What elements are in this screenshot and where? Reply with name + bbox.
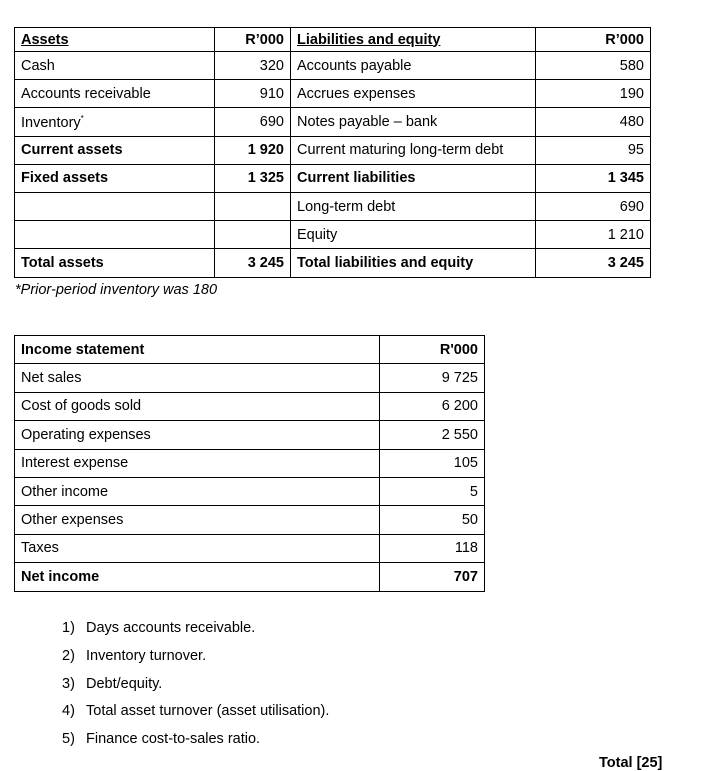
income-label: Other expenses xyxy=(15,506,380,534)
footnote-marker: * xyxy=(80,113,84,123)
liability-label: Notes payable – bank xyxy=(291,108,536,136)
income-statement-header: Income statement xyxy=(15,336,380,364)
asset-value xyxy=(215,192,291,220)
income-value: 5 xyxy=(380,477,485,505)
table-row xyxy=(15,449,485,477)
table-row xyxy=(15,534,485,562)
assets-unit-header: R’000 xyxy=(215,28,291,52)
liabilities-unit-header: R’000 xyxy=(536,28,651,52)
asset-label xyxy=(15,221,215,249)
liability-label: Total liabilities and equity xyxy=(291,249,536,277)
income-label: Taxes xyxy=(15,534,380,562)
question-number: 3) xyxy=(62,675,75,692)
income-label: Interest expense xyxy=(15,449,380,477)
asset-label xyxy=(15,192,215,220)
liability-value: 1 345 xyxy=(536,164,651,192)
asset-value: 3 245 xyxy=(215,249,291,277)
question-text: Inventory turnover. xyxy=(86,647,207,664)
asset-label: Total assets xyxy=(15,249,215,277)
income-value: 707 xyxy=(380,563,485,591)
question-text: Debt/equity. xyxy=(86,675,163,692)
question-item xyxy=(62,618,329,646)
liability-value: 190 xyxy=(536,80,651,108)
liability-value: 580 xyxy=(536,52,651,80)
income-label: Net income xyxy=(15,563,380,591)
income-value: 105 xyxy=(380,449,485,477)
liabilities-header: Liabilities and equity xyxy=(291,28,536,52)
income-label: Cost of goods sold xyxy=(15,392,380,420)
question-item xyxy=(62,646,329,674)
income-statement-unit: R'000 xyxy=(380,336,485,364)
income-statement-header-row xyxy=(15,336,485,364)
question-text: Days accounts receivable. xyxy=(86,620,256,636)
table-row xyxy=(15,221,651,249)
table-row xyxy=(15,392,485,420)
asset-label: Fixed assets xyxy=(15,164,215,192)
table-row xyxy=(15,477,485,505)
liability-label: Current liabilities xyxy=(291,164,536,192)
question-number: 4) xyxy=(62,703,75,720)
question-list xyxy=(62,618,329,757)
question-text: Total asset turnover (asset utilisation). xyxy=(86,703,330,720)
assets-header: Assets xyxy=(15,28,215,52)
liability-label: Equity xyxy=(291,221,536,249)
balance-sheet-header-row xyxy=(15,28,651,52)
question-number: 5) xyxy=(62,731,75,748)
inventory-footnote: *Prior-period inventory was 180 xyxy=(15,282,218,298)
liability-value: 95 xyxy=(536,136,651,164)
liability-value: 480 xyxy=(536,108,651,136)
question-text: Finance cost-to-sales ratio. xyxy=(86,731,261,748)
liability-value: 1 210 xyxy=(536,221,651,249)
asset-value xyxy=(215,221,291,249)
question-item xyxy=(62,701,329,729)
asset-label-cell xyxy=(15,108,215,136)
asset-label: Inventory xyxy=(21,114,81,131)
asset-value: 910 xyxy=(215,80,291,108)
liability-label: Long-term debt xyxy=(291,192,536,220)
table-row xyxy=(15,421,485,449)
asset-label: Current assets xyxy=(15,136,215,164)
total-marks: Total [25] xyxy=(599,755,663,771)
income-value: 9 725 xyxy=(380,364,485,392)
asset-value: 1 325 xyxy=(215,164,291,192)
table-row-total xyxy=(15,249,651,277)
question-number: 2) xyxy=(62,647,75,664)
liability-label: Current maturing long-term debt xyxy=(291,136,536,164)
asset-label: Cash xyxy=(15,52,215,80)
table-row xyxy=(15,192,651,220)
question-number: 1) xyxy=(62,620,75,636)
liability-label: Accrues expenses xyxy=(291,80,536,108)
table-row xyxy=(15,52,651,80)
liability-value: 690 xyxy=(536,192,651,220)
table-row-total xyxy=(15,563,485,591)
table-row xyxy=(15,108,651,136)
income-label: Operating expenses xyxy=(15,421,380,449)
income-statement-table xyxy=(14,335,485,592)
income-value: 2 550 xyxy=(380,421,485,449)
income-label: Net sales xyxy=(15,364,380,392)
liability-value: 3 245 xyxy=(536,249,651,277)
income-label: Other income xyxy=(15,477,380,505)
liability-label: Accounts payable xyxy=(291,52,536,80)
asset-value: 320 xyxy=(215,52,291,80)
income-value: 118 xyxy=(380,534,485,562)
table-row xyxy=(15,364,485,392)
table-row xyxy=(15,164,651,192)
table-row xyxy=(15,506,485,534)
table-row xyxy=(15,80,651,108)
question-item xyxy=(62,729,329,757)
income-value: 50 xyxy=(380,506,485,534)
income-value: 6 200 xyxy=(380,392,485,420)
balance-sheet-table xyxy=(14,27,651,278)
table-row xyxy=(15,136,651,164)
question-item xyxy=(62,674,329,702)
asset-value: 1 920 xyxy=(215,136,291,164)
asset-label: Accounts receivable xyxy=(15,80,215,108)
asset-value: 690 xyxy=(215,108,291,136)
